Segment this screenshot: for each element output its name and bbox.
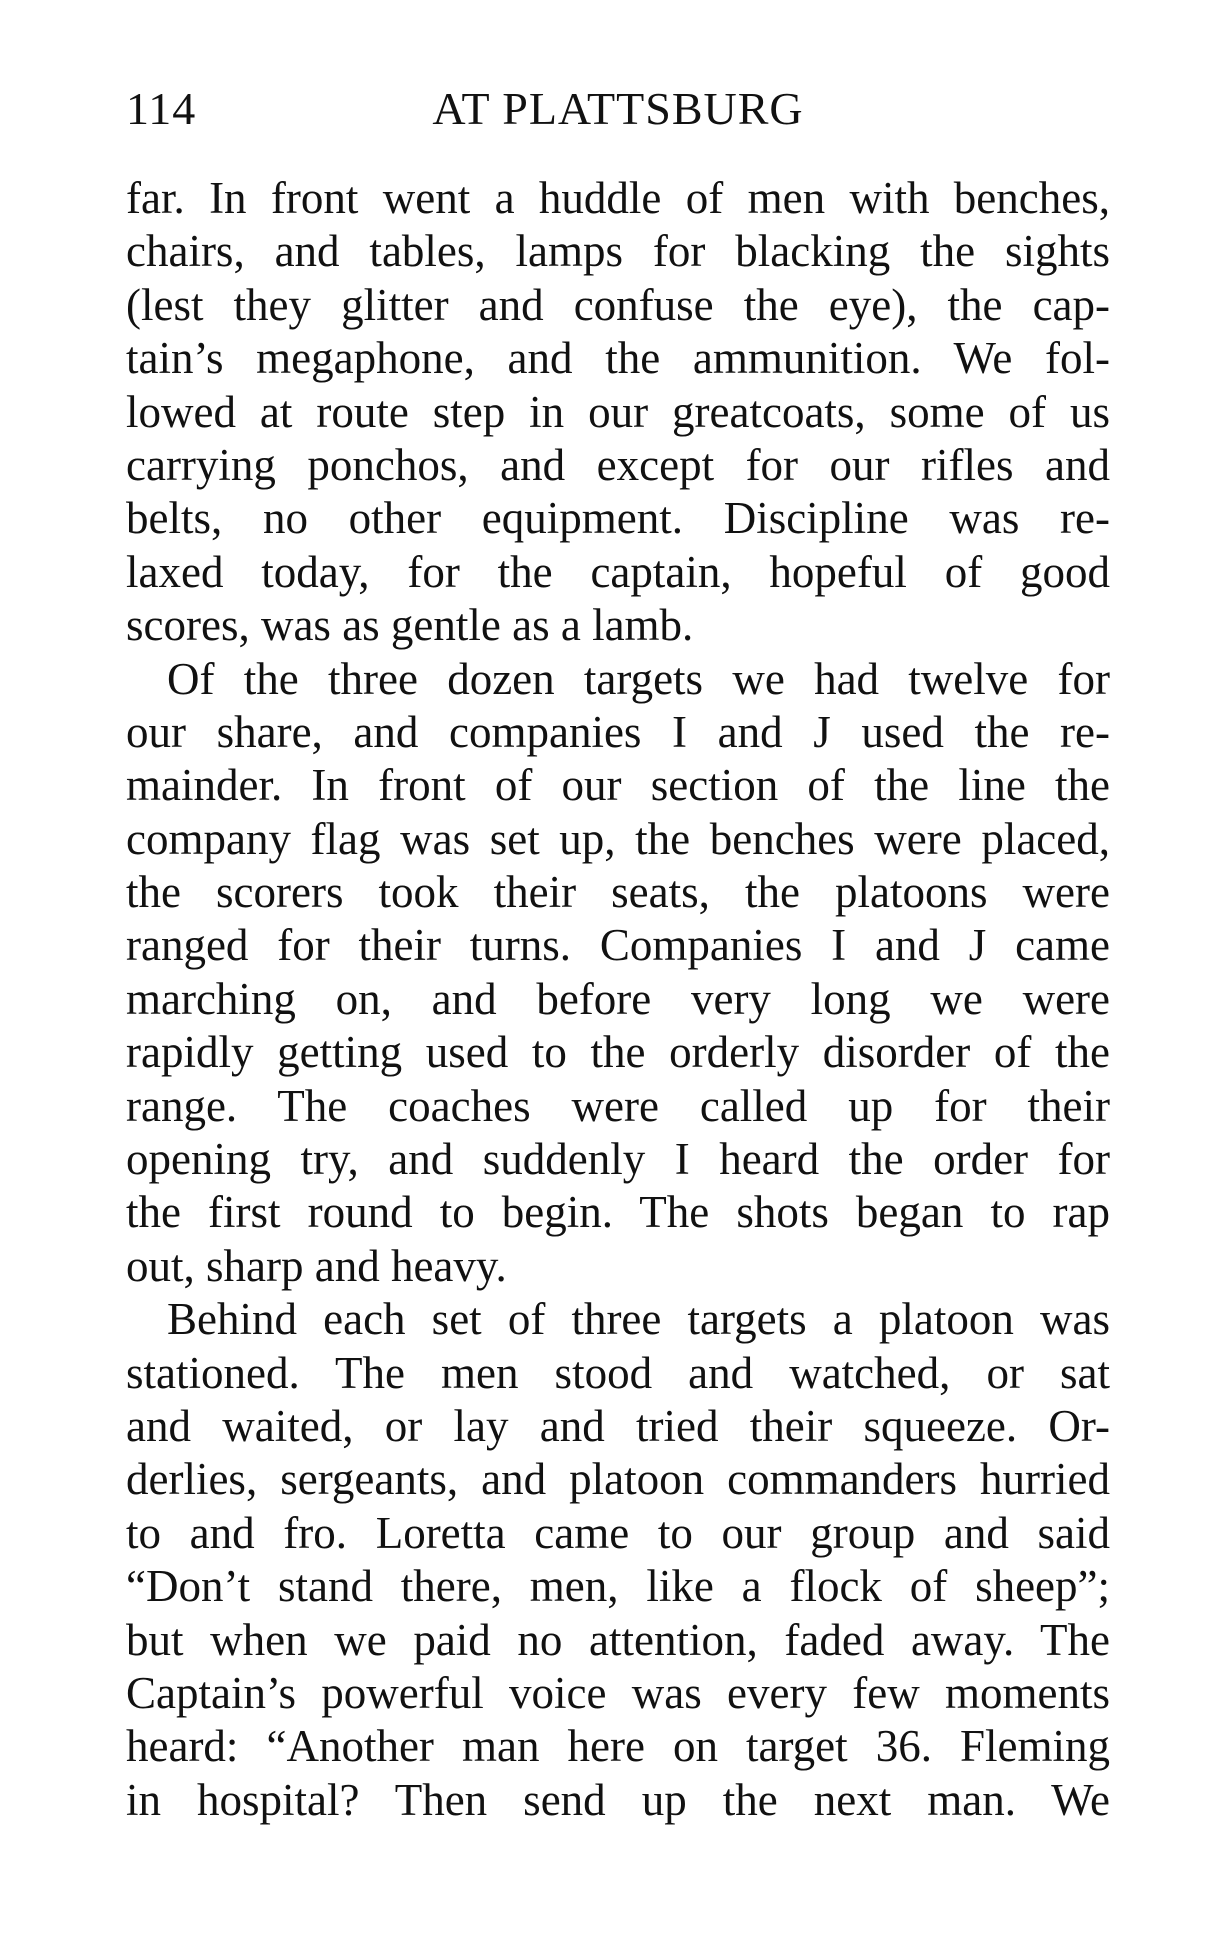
text-line: the scorers took their seats, the platoons were [126,867,1110,918]
text-line: range. The coaches were called up for their [126,1080,1110,1131]
text-line: far. In front went a huddle of men with benches, [126,173,1110,223]
text-line: scores, was as gentle as a lamb. [126,600,694,651]
text-line: opening try, and suddenly I heard the order for [126,1134,1110,1185]
text-line: marching on, and before very long we were [126,973,1110,1024]
text-line: tain’s megaphone, and the ammunition. We fol- [126,333,1110,384]
text-line: the first round to begin. The shots began to rap [126,1187,1110,1238]
text-line: rapidly getting used to the orderly disorder of the [126,1027,1110,1078]
text-line: but when we paid no attention, faded away. The [126,1614,1110,1665]
text-line: in hospital? Then send up the next man. We [126,1774,1110,1825]
paragraph-first-line: Of the three dozen targets we had twelve for [167,653,1110,704]
text-line: ranged for their turns. Companies I and J came [126,920,1110,971]
text-line: Captain’s powerful voice was every few moments [126,1667,1110,1718]
text-line: mainder. In front of our section of the line the [126,760,1110,811]
body-text [126,172,1110,1827]
text-line: chairs, and tables, lamps for blacking the sights [126,226,1110,277]
page-number: 114 [126,83,197,134]
text-line: company flag was set up, the benches were placed, [126,813,1110,864]
running-title: AT PLATTSBURG [432,83,804,134]
text-line: out, sharp and heavy. [126,1240,507,1291]
text-line: and waited, or lay and tried their squeeze. Or- [126,1400,1110,1451]
paragraph-first-line: Behind each set of three targets a platoon was [167,1294,1110,1345]
text-line: belts, no other equipment. Discipline was re- [126,493,1110,544]
text-line: stationed. The men stood and watched, or sat [126,1347,1110,1398]
text-line: (lest they glitter and confuse the eye), the cap- [126,279,1110,330]
text-line: carrying ponchos, and except for our rifles and [126,439,1110,490]
text-line: derlies, sergeants, and platoon commanders hurried [126,1454,1110,1505]
text-line: our share, and companies I and J used the re- [126,706,1110,757]
text-line: to and fro. Loretta came to our group and said [126,1507,1110,1558]
text-line: lowed at route step in our greatcoats, some of us [126,386,1110,437]
text-line: heard: “Another man here on target 36. Fleming [126,1721,1110,1772]
running-head [126,82,1110,142]
text-line: “Don’t stand there, men, like a flock of sheep”; [126,1561,1110,1612]
text-line: laxed today, for the captain, hopeful of good [126,546,1110,597]
